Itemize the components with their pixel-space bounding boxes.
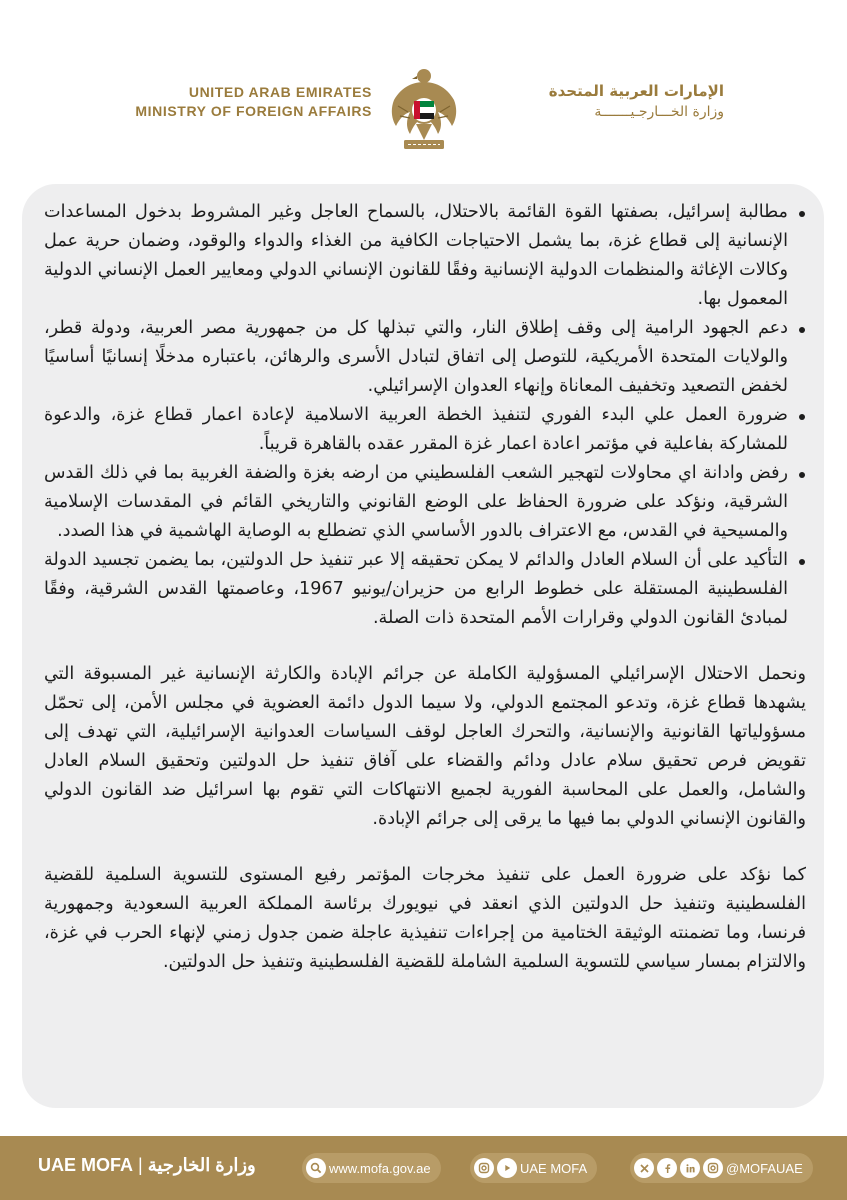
list-item: ضرورة العمل علي البدء الفوري لتنفيذ الخطة العربية الاسلامية لإعادة اعمار قطاع غزة، والدعوة للمشاركة بفاعلية في مؤتمر اعادة اعمار غزة المقرر عقده بالقاهرة قريباً. [44, 401, 788, 459]
brand-separator: | [138, 1155, 143, 1175]
ministry-name-ar: وزارة الخـــارجـيـــــــة [594, 104, 724, 120]
paragraph-two-state-solution: كما نؤكد على ضرورة العمل على تنفيذ مخرجات المؤتمر رفيع المستوى للتسوية السلمية للقضية الفلسطينية وتنفيذ حل الدولتين الذي انعقد في نيويورك برئاسة المملكة العربية السعودية وجمهورية فرنسا، وما تضمنته الوثيقة الختامية من إجراءات تنفيذية عاجلة ضمن جدول زمني لإنهاء الحرب في غزة، والالتزام بمسار سياسي للتسوية السلمية الشاملة للقضية الفلسطينية وتنفيذ حل الدولتين. [44, 865, 806, 972]
website-link[interactable] [302, 1153, 441, 1183]
list-item: رفض وادانة اي محاولات لتهجير الشعب الفلسطيني من ارضه بغزة والضفة الغربية بما في ذلك القدس الشرقية، ونؤكد على ضرورة الحفاظ على الوضع القانوني والتاريخي القائم في المقدسات الإسلامية والمسيحية في القدس، مع الاعتراف بالدور الأساسي الذي تضطلع به الوصاية الهاشمية في هذا الصدد. [44, 459, 788, 546]
social-links[interactable] [630, 1153, 813, 1183]
video-channel-label: UAE MOFA [520, 1160, 588, 1176]
list-item: مطالبة إسرائيل، بصفتها القوة القائمة بالاحتلال، بالسماح العاجل وغير المشروط بدخول المساعدات الإنسانية إلى قطاع غزة، بما يشمل الاحتياجات الكافية من الغذاء والدواء والوقود، وضمان حرية عمل وكالات الإغاثة والمنظمات الدولية الإنسانية وفقًا للقانون الإنساني الدولي ومعايير العمل الإنساني الدولية المعمول بها. [44, 198, 788, 314]
list-item: التأكيد على أن السلام العادل والدائم لا يمكن تحقيقه إلا عبر تنفيذ حل الدولتين، بما يضمن تجسيد الدولة الفلسطينية المستقلة على خطوط الرابع من حزيران/يونيو 1967، وعاصمتها القدس الشرقية، وفقًا لمبادئ القانون الدولي وقرارات الأمم المتحدة ذات الصلة. [44, 546, 788, 633]
footer-brand [38, 1155, 256, 1176]
search-icon [306, 1158, 326, 1178]
paragraph-accountability: ونحمل الاحتلال الإسرائيلي المسؤولية الكاملة عن جرائم الإبادة والكارثة الإنسانية غير المسبوقة التي يشهدها قطاع غزة، وتدعو المجتمع الدولي، ولا سيما الدول دائمة العضوية في مجلس الأمن، إلى تحمّل مسؤولياتها القانونية والإنسانية، والتحرك العاجل لوقف السياسات العدوانية الإسرائيلية، التي تهدف إلى تقويض فرص تحقيق سلام عادل ودائم والقضاء على آفاق تنفيذ حل الدولتين وتحقيق السلام العادل والشامل، والعمل على المحاسبة الفورية لجميع الانتهاكات التي تقوم بها اسرائيل ضد القانون الدولي والقانون الإنساني الدولي بما فيها ما يرقى إلى جرائم الإبادة. [44, 664, 806, 829]
video-channels-link[interactable] [470, 1153, 597, 1183]
statement-body [44, 198, 806, 977]
social-handle: @MOFAUAE [726, 1160, 803, 1176]
footer-bar [0, 1136, 847, 1200]
website-url: www.mofa.gov.ae [329, 1160, 431, 1176]
brand-english: UAE MOFA [38, 1155, 134, 1175]
x-icon [634, 1158, 654, 1178]
linkedin-icon [680, 1158, 700, 1178]
brand-arabic: وزارة الخارجية [147, 1155, 256, 1175]
youtube-icon [497, 1158, 517, 1178]
facebook-icon [657, 1158, 677, 1178]
country-name-ar: الإمارات العربية المتحدة [548, 82, 724, 100]
letterhead-english [0, 83, 372, 121]
letterhead [0, 0, 847, 175]
ministry-name-en: MINISTRY OF FOREIGN AFFAIRS [135, 103, 372, 119]
country-name-en: UNITED ARAB EMIRATES [188, 84, 372, 100]
instagram-icon [474, 1158, 494, 1178]
list-item: دعم الجهود الرامية إلى وقف إطلاق النار، والتي تبذلها كل من جمهورية مصر العربية، ودولة قطر، والولايات المتحدة الأمريكية، للتوصل إلى اتفاق لتبادل الأسرى والرهائن، باعتباره مدخلًا إنسانيًا أساسيًا لخفض التصعيد وتخفيف المعاناة وإنهاء العدوان الإسرائيلي. [44, 314, 788, 401]
demands-list [44, 198, 806, 633]
instagram-icon [703, 1158, 723, 1178]
letterhead-arabic [474, 80, 724, 122]
uae-falcon-emblem [386, 66, 462, 156]
